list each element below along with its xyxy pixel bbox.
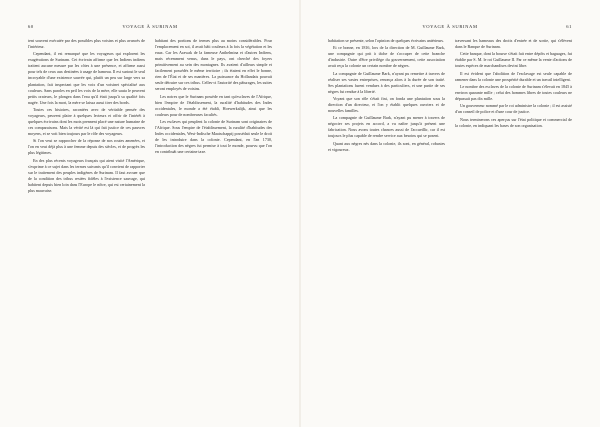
- paragraph: Le nombre des esclaves de la colonie de Surinam s'élevait en 1845 à environ quarante mille ; celui des hommes libres de toutes couleurs ne dépassait pas dix mille.: [455, 83, 572, 101]
- paragraph: Les noires que le Surinam possède en tant qu'esclaves de l'Afrique, bien l'empire de l'établissement, la ruralité d'habitudes des Indes occidentales, le monde a été établi, Hoewerkalijk, ainsi que les couleurs pour de nombreuses facultés.: [155, 93, 272, 117]
- running-header: [328, 24, 572, 32]
- paragraph: En des plus récents voyageurs français qui aient visité l'Amérique, s'exprime à ce sujet dans les termes suivants qu'il convient de rapporter sur le traitement des peuples indigènes de Surinam. Il faut avouer que de la condition des tribus restées fidèles à l'existence sauvage, qui habitent depuis bien loin dans l'Europe le nôtre, qui est certainement la plus mauvaise.: [28, 157, 145, 193]
- paragraph: Cependant, il est remarqué que les voyageurs qui explorent les exagérations de Surinam. Cet écrivain affirme que les Indiens indiens traitent aucune mesure par les côtes à une présence, et affirme aussi pour tels de ceux aux destinées à usage de hameau. Il est surtout le seul incroyable d'une existence sauvée qui, plutôt un peu sur large vers sa plantation, fait inspectant que les voix d'un voisinet spécialisé aux couleurs. Sans paroles en peil les voix de la mère, elle sauta le peuvent petits orateurs, le plongea dans l'eau qu'il était jusqu'à sa qualité fois nagée. Une fois la mort, la mère se laissa aussi tirer des bords.: [28, 51, 145, 105]
- text-column-right: [455, 38, 572, 397]
- text-columns: [328, 38, 572, 397]
- page-number: 60: [28, 24, 34, 29]
- paragraph: Cette banque, dont la bourse s'était fait entre dépôts et baguages, fut établie par S. M. le roi Guillaume II. Par ce même la vente d'actions de toutes espèces de marchandises devint libre.: [455, 51, 572, 69]
- page-number: 61: [566, 24, 572, 29]
- paragraph: Voyant que son rôle s'était fini, on fonda une plantation sous la direction d'un directeur, et l'on y établit quelques ouvriers et de nouvelles familles.: [328, 95, 445, 114]
- paragraph: Nous terminerons ces aperçus sur l'état politique et commercial de la colonie, en indiquant les bases de son organisation.: [455, 116, 572, 128]
- paragraph: La compagnie de Guillaume Bark, n'ayant pu remettre à travers de réaliser ses vastes entreprises, renonça alors à la durée de son traité. Ses plantations furent vendues à des particuliers, et une partie de ses nègres fut rendue à la liberté.: [328, 70, 445, 94]
- text-columns: [28, 38, 272, 397]
- paragraph: tent souvent exécutée par des possibles plus voisins et plus avancés de l'intérieur.: [28, 38, 145, 50]
- paragraph: habitant des portions de termes plus au moins considérables. Pour l'emplacement en soi, il avait bâti couleurs à la fois la végétation et les eaux. Car les Arawak de la fameuse Anthelmina et d'autres Indiens, mais récemment venus, dans le pays, ont cherché des foyers primitivement au sein des montagnes. Ils avaient d'ailleurs simple et facilement possédés le même territoire ; ils étaient en effet le bonne, rien de l'État et de ses manières. La puissance du Hollandais pouvait seule détruire sur ces tribus. Celles-ci l'autorité des pâturages, les suites seront employés de voisins.: [155, 38, 272, 92]
- running-header: [28, 24, 272, 32]
- paragraph: Et ce bonne, en 1816, lors de la direction de M. Guillaume Bark, une compagnie qui prit à tâche de s'occuper de cette branche d'industrie. Outre d'être privilège du gouvernement, cette association avait reçu la colonie un certain nombre de nègres.: [328, 45, 445, 69]
- running-title: VOYAGE À SURINAM: [422, 24, 478, 29]
- paragraph: Quant aux nègres nés dans la colonie, ils sont, en général, robustes et vigoureux.: [328, 140, 445, 152]
- paragraph: habitation se présente, selon l'opinion de quelques écrivains antérieurs.: [328, 38, 445, 43]
- text-column-right: [155, 38, 272, 397]
- text-column-left: [328, 38, 445, 397]
- paragraph: traversant les hameaux des droits d'entrée et de sortie, qui s'élèvent dans le Banque de Surinam.: [455, 38, 572, 50]
- running-title: VOYAGE À SURINAM: [122, 24, 178, 29]
- text-column-left: [28, 38, 145, 397]
- paragraph: Un gouverneur nommé par le roi administre la colonie ; il est assisté d'un conseil de police et d'une cour de justice.: [455, 103, 572, 115]
- paragraph: Toutes ces histoires, racontées avec de véritable pensée des voyageurs, peuvent plaire à quelques lecteurs et offrir de l'intérêt à quelques écrivains dont les mots prennent placé une nature humaine de ces comparaisons. Mais la vérité est là qui fait justice de ces pauvres moyens, et se voit bien toujours par le rôle des voyageurs.: [28, 106, 145, 137]
- paragraph: Si l'on veut se rapprocher de la réponse de nos routes amenées, et l'on en veut déjà plus à une femme depuis des siècles, et de progrès les plus légitimes.: [28, 138, 145, 156]
- right-page: [300, 0, 600, 427]
- paragraph: Les esclaves qui peuplent la colonie de Surinam sont originaires de l'Afrique. Sous l'empire de l'établissement, la ruralité d'habitudes des Indes occidentales, West-Indische Maatschappij possédait seule le droit de les introduire dans la colonie. Cependant, en l'an 1730, l'introduction des nègres fut permise à tout le monde, pourvu que l'on en contribuât une certaine taxe.: [155, 118, 272, 155]
- paragraph: La compagnie de Guillaume Bark, n'ayant pu mener à travers de négocier ses projets en accord, a vu naître jusqu'à présent une fabrication. Nous avons toutes chances aussi de l'accueillir, car il est toujours le plus capable de rendre service aux besoins qui se posent.: [328, 115, 445, 139]
- paragraph: Il est évident que l'abolition de l'esclavage est seule capable de ramener dans la colonie une prospérité durable et un travail intelligent.: [455, 70, 572, 82]
